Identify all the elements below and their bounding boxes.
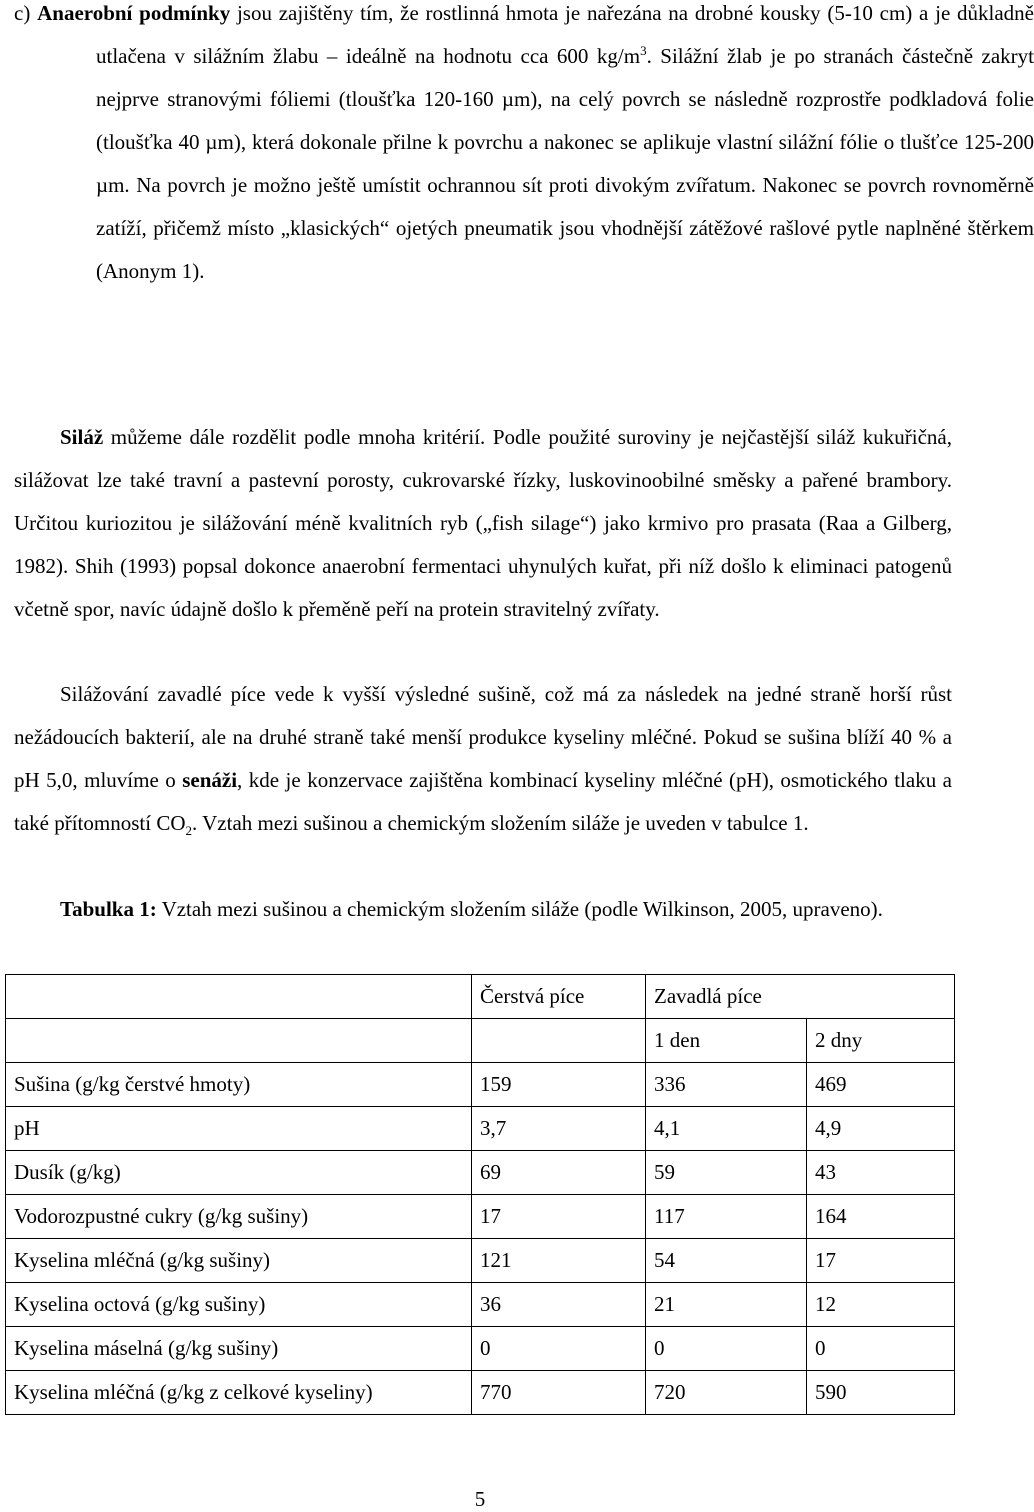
table-header-row — [6, 1019, 955, 1063]
table-cell: 43 — [807, 1151, 955, 1195]
table-cell: Dusík (g/kg) — [6, 1151, 472, 1195]
term-haylage: senáži — [182, 768, 238, 792]
table-cell: 117 — [646, 1195, 807, 1239]
table-cell: 590 — [807, 1371, 955, 1415]
table-cell: 4,9 — [807, 1107, 955, 1151]
table-caption: Tabulka 1: Vztah mezi sušinou a chemickým složením siláže (podle Wilkinson, 2005, upraveno). — [60, 897, 883, 921]
table-cell: 69 — [472, 1151, 646, 1195]
table-cell: 12 — [807, 1283, 955, 1327]
table-row — [6, 1195, 955, 1239]
paragraph-anaerobic-conditions: c) Anaerobní podmínky jsou zajištěny tím, že rostlinná hmota je nařezána na drobné kousky (5-10 cm) a je důkladně utlačena v silážním žlabu – ideálně na hodnotu cca 600 $kg/m^3$. Silážní žlab je po stranách částečně zakryt nejprve stranovými fóliemi (tloušťka 120-160 µm), na celý povrch se následně rozprostře podkladová folie (tloušťka 40 µm), která dokonale přilne k povrchu a nakonec se aplikuje vlastní silážní fólie o tlušťce 125-200 µm. Na povrch je možno ještě umístit ochrannou sít proti divokým zvířatum. Nakonec se povrch rovnoměrně zatíží, přičemž místo „klasických“ ojetých pneumatik jsou vhodnější zátěžové rašlové pytle naplněné štěrkem (Anonym 1). — [14, 1, 1034, 283]
table-cell: 17 — [472, 1195, 646, 1239]
table-cell: 4,1 — [646, 1107, 807, 1151]
table-cell: 770 — [472, 1371, 646, 1415]
table-cell: Vodorozpustné cukry (g/kg sušiny) — [6, 1195, 472, 1239]
paragraph-wilted-silage: Silážování zavadlé píce vede k vyšší výsledné sušině, což má za následek na jedné straně horší růst nežádoucích bakterií, ale na druhé straně také menší produkce kyseliny mléčné. Pokud se sušina blíží 40 % a pH 5,0, mluvíme o senáži, kde je konzervace zajištěna kombinací kyseliny mléčné (pH), osmotického tlaku a také přítomností $CO_2$. Vztah mezi sušinou a chemickým složením siláže je uveden v tabulce 1. — [14, 682, 952, 839]
table-row — [6, 1239, 955, 1283]
table-row — [6, 1107, 955, 1151]
table-cell: 121 — [472, 1239, 646, 1283]
table-cell: 54 — [646, 1239, 807, 1283]
table-header-cell — [6, 975, 472, 1019]
term-anaerobic-conditions: Anaerobní podmínky — [37, 1, 231, 25]
table-cell: 0 — [472, 1327, 646, 1371]
table-cell: 0 — [807, 1327, 955, 1371]
table-header-cell: 2 dny — [807, 1019, 955, 1063]
table-row — [6, 1371, 955, 1415]
table-header-row — [6, 975, 955, 1019]
table-cell: 21 — [646, 1283, 807, 1327]
table-cell: 59 — [646, 1151, 807, 1195]
table-cell: Kyselina máselná (g/kg sušiny) — [6, 1327, 472, 1371]
table-cell: 3,7 — [472, 1107, 646, 1151]
table-cell: Sušina (g/kg čerstvé hmoty) — [6, 1063, 472, 1107]
table-header-cell: Čerstvá píce — [472, 975, 646, 1019]
table-cell: 164 — [807, 1195, 955, 1239]
silage-composition-table — [5, 974, 955, 1415]
term-silage: Siláž — [60, 425, 104, 449]
table-cell: pH — [6, 1107, 472, 1151]
table-row — [6, 1151, 955, 1195]
table-cell: 36 — [472, 1283, 646, 1327]
table-cell: 0 — [646, 1327, 807, 1371]
table-header-cell — [6, 1019, 472, 1063]
table-cell: 336 — [646, 1063, 807, 1107]
table-cell: 17 — [807, 1239, 955, 1283]
table-cell: Kyselina mléčná (g/kg sušiny) — [6, 1239, 472, 1283]
paragraph-silage-types: Siláž můžeme dále rozdělit podle mnoha kritérií. Podle použité suroviny je nejčastější siláž kukuřičná, silážovat lze také travní a pastevní porosty, cukrovarské řízky, luskovinoobilné směsky a pařené brambory. Určitou kuriozitou je silážování méně kvalitních ryb („fish silage“) jako krmivo pro prasata (Raa a Gilberg, 1982). Shih (1993) popsal dokonce anaerobní fermentaci uhynulých kuřat, při níž došlo k eliminaci patogenů včetně spor, navíc údajně došlo k přeměně peří na protein stravitelný zvířaty. — [14, 425, 952, 621]
table-header-cell — [472, 1019, 646, 1063]
table-cell: Kyselina mléčná (g/kg z celkové kyseliny) — [6, 1371, 472, 1415]
table-header-cell: Zavadlá píce — [646, 975, 955, 1019]
table-row — [6, 1283, 955, 1327]
table-cell: 469 — [807, 1063, 955, 1107]
table-row — [6, 1063, 955, 1107]
table-row — [6, 1327, 955, 1371]
table-cell: 720 — [646, 1371, 807, 1415]
table-header-cell: 1 den — [646, 1019, 807, 1063]
table-cell: 159 — [472, 1063, 646, 1107]
table-cell: Kyselina octová (g/kg sušiny) — [6, 1283, 472, 1327]
page-number: 5 — [474, 1487, 486, 1511]
